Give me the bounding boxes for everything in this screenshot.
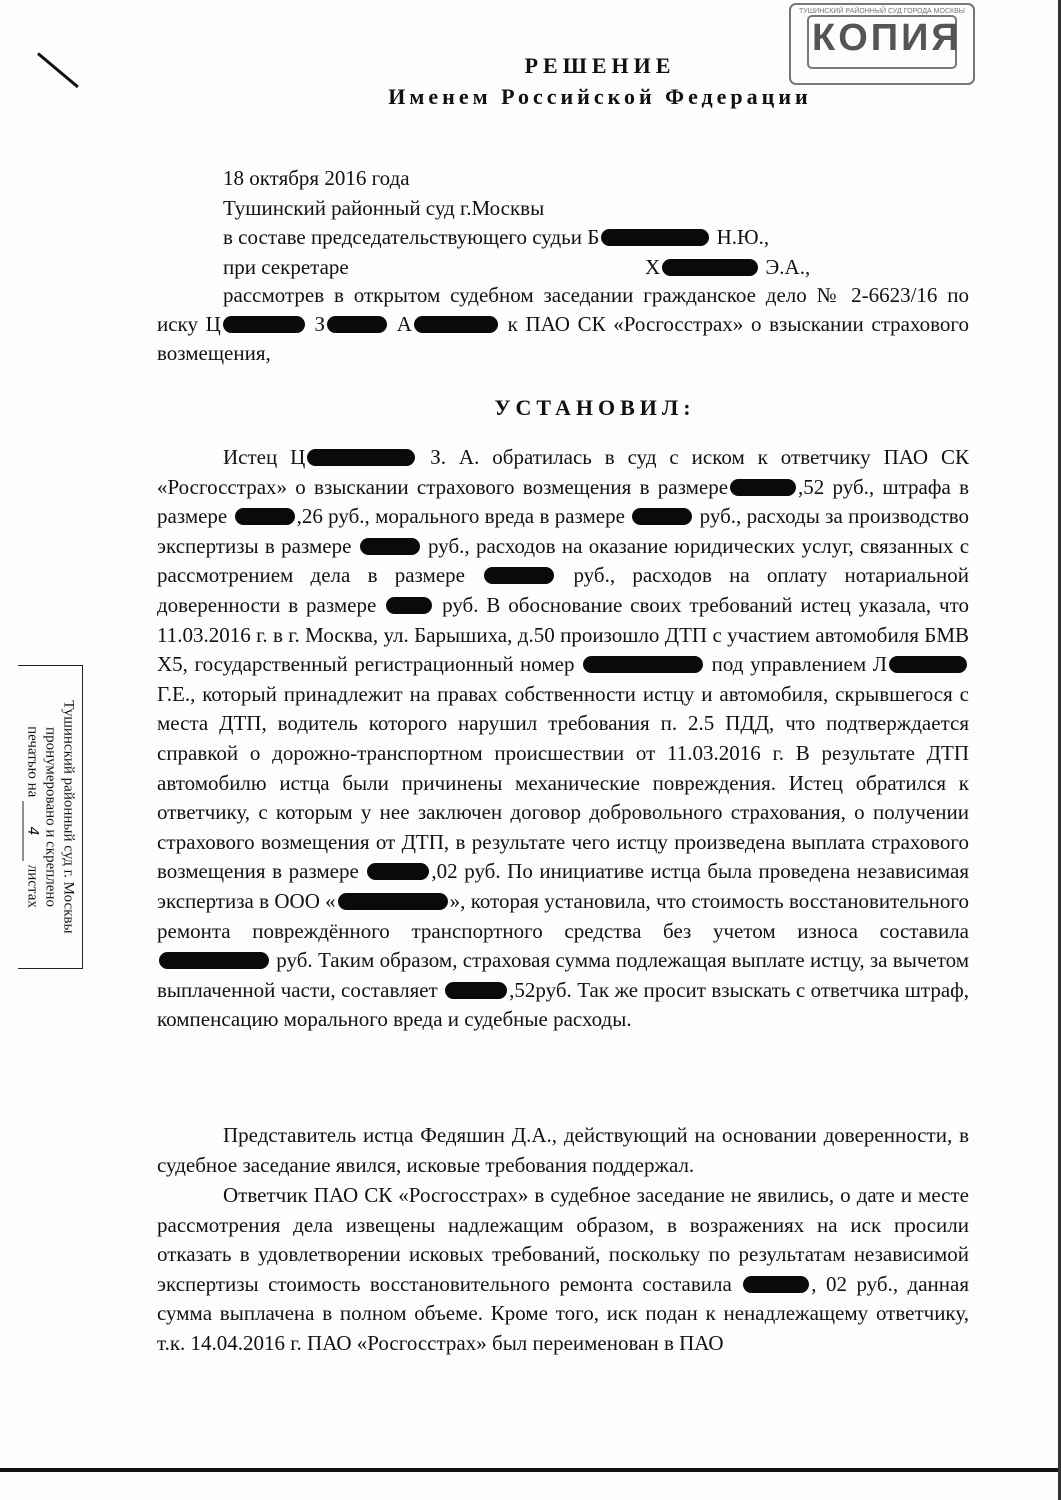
paragraph-text: руб. В обоснование своих требований истец указала, что 11.03.2016 г. в г. Москва, ул. Барышиха, д.50 произошло ДТП с участием автомобиля БМВ Х5, государственный регистрационный номер — [157, 592, 969, 677]
redaction — [386, 597, 432, 614]
paragraph-text: », которая установила, что стоимость восстановительного ремонта повреждённого транспортного средства без учетом износа составила — [157, 888, 969, 943]
redaction — [327, 316, 387, 333]
redaction — [367, 863, 429, 880]
secretary-suffix: Э.А., — [765, 255, 811, 279]
judge-prefix: в составе председательствующего судьи Б — [223, 225, 600, 249]
paragraph-text: руб., расходов на оплату нотариальной доверенности в размере — [157, 563, 970, 617]
secretary-label: при секретаре — [223, 255, 349, 279]
redaction — [159, 952, 269, 969]
paragraph-text: , 02 руб., данная сумма выплачена в полном объеме. Кроме того, иск подан к ненадлежащему ответчику, т.к. 14.04.2016 г. ПАО «Росгосстрах» был переименован в ПАО — [157, 1271, 969, 1355]
redaction — [235, 508, 295, 525]
redaction — [223, 316, 305, 333]
paragraph-text: ,52 руб., штрафа в размере — [157, 474, 969, 529]
binding-stamp-line — [23, 667, 42, 967]
document-subtitle: Именем Российской Федерации — [388, 84, 812, 109]
redaction — [414, 316, 498, 333]
document-title: РЕШЕНИЕ — [524, 53, 676, 78]
secretary-prefix: Х — [645, 255, 661, 279]
judge-line — [223, 223, 769, 251]
binding-stamp — [18, 665, 83, 969]
secretary-name — [645, 253, 810, 281]
paragraph-text: Ответчик ПАО СК «Росгосстрах» в судебное заседание не явились, о дате и месте рассмотрения дела извещены надлежащим образом, в возражениях на иск просили отказать в удовлетворении исковых требований, поскольку по результатам независимой экспертизы стоимость восстановительного ремонта составила — [157, 1183, 969, 1296]
paragraph-text: З. А. обратилась в суд с иском к ответчику ПАО СК «Росгосстрах» о взыскании страхового возмещения в размере — [157, 445, 969, 499]
redaction — [889, 656, 967, 673]
redaction — [360, 538, 420, 555]
redaction — [338, 893, 448, 910]
copy-stamp-ring-text: ТУШИНСКИЙ РАЙОННЫЙ СУД ГОРОДА МОСКВЫ — [799, 8, 965, 15]
paragraph-text: руб. Таким образом, страховая сумма подлежащая выплате истцу, за вычетом выплаченной части, составляет — [157, 948, 969, 1002]
binding-stamp-text — [23, 667, 78, 967]
copy-stamp-word: КОПИЯ — [812, 17, 962, 59]
case-description — [157, 281, 969, 368]
redaction — [601, 229, 709, 246]
redaction — [484, 567, 554, 584]
paragraph-claim — [157, 443, 969, 1035]
case-text: рассмотрев в открытом судебном заседании гражданское дело № 2-6623/16 по иску Ц — [157, 283, 969, 336]
paragraph-text: руб., расходы за производство экспертизы в размере — [157, 504, 970, 558]
redaction — [583, 656, 703, 673]
paragraph-text: ,26 руб., морального вреда в размере — [296, 504, 625, 529]
case-text: к ПАО СК «Росгосстрах» о взыскании страхового возмещения, — [157, 312, 970, 365]
redaction — [730, 479, 796, 496]
court-name: Тушинский районный суд г.Москвы — [223, 196, 545, 220]
binding-stamp-prefix: печатью на — [24, 726, 41, 798]
decision-date: 18 октября 2016 года — [223, 166, 410, 190]
binding-stamp-suffix: листах — [24, 864, 41, 908]
paragraph-text: Истец Ц — [223, 445, 306, 469]
binding-stamp-line: пронумеровано и скреплено — [42, 727, 59, 907]
redaction — [662, 259, 758, 276]
paragraph-text: под управлением Л — [711, 652, 887, 677]
redaction — [307, 449, 415, 466]
scan-border-line — [0, 1468, 1061, 1472]
sheet-count: 4 — [23, 801, 42, 861]
case-text: А — [396, 312, 412, 336]
paragraph-text: Г.Е., который принадлежит на правах собственности истцу и автомобиля, скрывшегося с места ДТП, водитель которого нарушил требования п. 2.5 ПДД, что подтверждается справкой о дорожно-транспортном происшествии от 11.03.2016 г. В результате ДТП автомобилю истца были причинены механические повреждения. Истец обратился к ответчику, с которым у нее заключен договор добровольного страхования, о получении страхового возмещения от ДТП, в результате чего истцу произведена выплата страхового возмещения в размере — [157, 681, 969, 884]
redaction — [445, 982, 507, 999]
paragraph-defendant — [157, 1181, 969, 1359]
binding-stamp-line: Тушинский районный суд г. Москвы — [60, 700, 77, 934]
section-heading: УСТАНОВИЛ: — [494, 395, 696, 420]
judge-suffix: Н.Ю., — [716, 225, 770, 249]
paragraph-text: ,02 руб. По инициативе истца была проведена независимая экспертиза в ООО « — [157, 859, 970, 913]
paragraph-text: руб., расходов на оказание юридических услуг, связанных с рассмотрением дела в размере — [157, 533, 970, 588]
paragraph-text: ,52руб. Так же просит взыскать с ответчика штраф, компенсацию морального вреда и судебные расходы. — [157, 977, 970, 1032]
paragraph-representative: Представитель истца Федяшин Д.А., действующий на основании доверенности, в судебное заседание явился, исковые требования поддержал. — [157, 1123, 969, 1177]
redaction — [632, 508, 692, 525]
redaction — [743, 1276, 809, 1293]
case-text: З — [314, 312, 326, 336]
